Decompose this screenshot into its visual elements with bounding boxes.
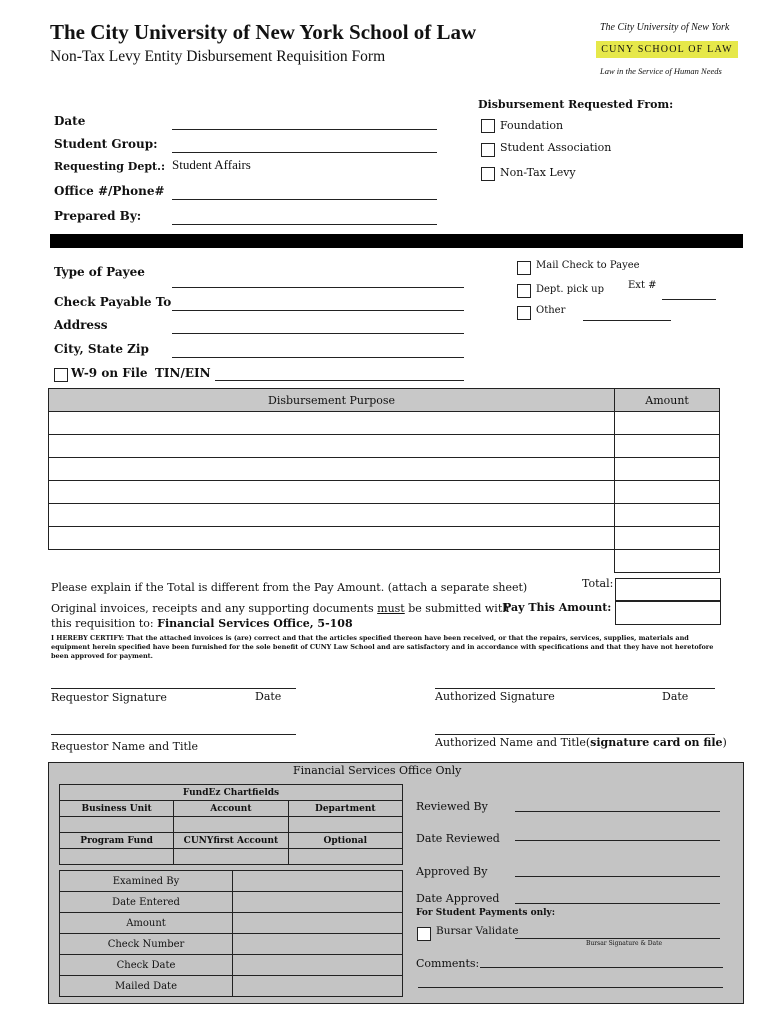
table-row bbox=[49, 527, 720, 550]
ext-field[interactable] bbox=[662, 299, 716, 300]
amount-cell[interactable] bbox=[615, 504, 720, 527]
date-entered-cell[interactable] bbox=[233, 892, 403, 913]
amount-cell[interactable] bbox=[615, 481, 720, 504]
pay-amount-label: Pay This Amount: bbox=[503, 601, 612, 614]
purpose-cell bbox=[49, 550, 615, 573]
table-row bbox=[60, 871, 403, 892]
ext-label: Ext # bbox=[628, 280, 657, 291]
cunyfirst-account-cell[interactable] bbox=[174, 849, 288, 865]
table-row bbox=[60, 913, 403, 934]
requestor-signature-label: Requestor Signature bbox=[51, 691, 167, 704]
date-entered-label: Date Entered bbox=[60, 892, 233, 913]
logo-tagline: Law in the Service of Human Needs bbox=[600, 66, 722, 76]
fundez-table bbox=[59, 784, 403, 865]
type-of-payee-field[interactable] bbox=[172, 287, 464, 288]
check-number-cell[interactable] bbox=[233, 934, 403, 955]
account-header: Account bbox=[174, 801, 288, 817]
purpose-cell[interactable] bbox=[49, 504, 615, 527]
mail-check-label: Mail Check to Payee bbox=[536, 260, 640, 271]
date-field[interactable] bbox=[172, 129, 437, 130]
purpose-cell[interactable] bbox=[49, 527, 615, 550]
student-association-checkbox[interactable] bbox=[481, 143, 495, 157]
cunyfirst-account-header: CUNYfirst Account bbox=[174, 833, 288, 849]
tin-ein-label: TIN/EIN bbox=[155, 366, 211, 380]
w9-checkbox[interactable] bbox=[54, 368, 68, 382]
dept-pickup-checkbox[interactable] bbox=[517, 284, 531, 298]
mailed-date-cell[interactable] bbox=[233, 976, 403, 997]
other-label: Other bbox=[536, 305, 566, 316]
amount-cell[interactable] bbox=[615, 550, 720, 573]
invoices-text-part1: Original invoices, receipts and any supporting documents bbox=[51, 602, 374, 615]
signature-card-text: signature card on file bbox=[590, 736, 723, 749]
bursar-signature-field[interactable] bbox=[515, 938, 720, 939]
explain-text: Please explain if the Total is different from the Pay Amount. (attach a separate sheet) bbox=[51, 581, 528, 594]
requesting-dept-value[interactable]: Student Affairs bbox=[172, 157, 251, 172]
date-reviewed-label: Date Reviewed bbox=[416, 832, 500, 845]
program-fund-header: Program Fund bbox=[60, 833, 174, 849]
purpose-cell[interactable] bbox=[49, 481, 615, 504]
logo-university-name: The City University of New York bbox=[600, 22, 730, 33]
table-row bbox=[49, 481, 720, 504]
requesting-dept-label: Requesting Dept.: bbox=[54, 160, 165, 173]
bursar-signature-label: Bursar Signature & Date bbox=[586, 940, 663, 947]
account-cell[interactable] bbox=[174, 817, 288, 833]
city-state-zip-field[interactable] bbox=[172, 357, 464, 358]
requisition-to: this requisition to: bbox=[51, 617, 154, 630]
optional-cell[interactable] bbox=[288, 849, 402, 865]
table-row bbox=[60, 955, 403, 976]
invoices-text-part2: be submitted with bbox=[408, 602, 510, 615]
dept-pickup-label: Dept. pick up bbox=[536, 284, 604, 295]
foundation-label: Foundation bbox=[500, 119, 564, 132]
bursar-validate-checkbox[interactable] bbox=[417, 927, 431, 941]
authorized-date-label: Date bbox=[662, 690, 689, 703]
address-field[interactable] bbox=[172, 333, 464, 334]
amount-cell[interactable] bbox=[615, 435, 720, 458]
invoices-text bbox=[51, 602, 509, 615]
program-fund-cell[interactable] bbox=[60, 849, 174, 865]
form-subtitle: Non-Tax Levy Entity Disbursement Requisition Form bbox=[50, 48, 386, 65]
amount-cell[interactable] bbox=[615, 458, 720, 481]
examined-by-label: Examined By bbox=[60, 871, 233, 892]
table-row bbox=[49, 412, 720, 435]
reviewed-by-label: Reviewed By bbox=[416, 800, 488, 813]
amount-header: Amount bbox=[615, 389, 720, 412]
requestor-date-label: Date bbox=[255, 690, 282, 703]
check-payable-field[interactable] bbox=[172, 310, 464, 311]
amount-label: Amount bbox=[60, 913, 233, 934]
prepared-by-field[interactable] bbox=[172, 224, 437, 225]
authorized-name-text: Authorized Name and Title( bbox=[435, 736, 591, 749]
disbursement-from-heading: Disbursement Requested From: bbox=[478, 98, 674, 111]
table-row bbox=[60, 934, 403, 955]
business-unit-header: Business Unit bbox=[60, 801, 174, 817]
financial-office-heading: Financial Services Office Only bbox=[293, 764, 462, 777]
amount-cell[interactable] bbox=[615, 527, 720, 550]
mailed-date-label: Mailed Date bbox=[60, 976, 233, 997]
table-row bbox=[60, 892, 403, 913]
purpose-cell[interactable] bbox=[49, 412, 615, 435]
student-payments-label: For Student Payments only: bbox=[416, 908, 556, 918]
bursar-validate-label: Bursar Validate bbox=[436, 925, 519, 937]
approved-by-field[interactable] bbox=[515, 876, 720, 877]
mail-check-checkbox[interactable] bbox=[517, 261, 531, 275]
date-reviewed-field[interactable] bbox=[515, 840, 720, 841]
comments-label: Comments: bbox=[416, 957, 480, 970]
tin-ein-field[interactable] bbox=[215, 380, 464, 381]
logo-school-badge: CUNY SCHOOL OF LAW bbox=[596, 41, 738, 58]
table-row bbox=[49, 458, 720, 481]
examined-by-cell[interactable] bbox=[233, 871, 403, 892]
student-group-label: Student Group: bbox=[54, 137, 158, 151]
office-phone-field[interactable] bbox=[172, 199, 437, 200]
pay-amount-field[interactable] bbox=[615, 601, 721, 625]
city-state-zip-label: City, State Zip bbox=[54, 342, 149, 356]
date-approved-field[interactable] bbox=[515, 903, 720, 904]
table-row bbox=[49, 504, 720, 527]
total-field[interactable] bbox=[615, 578, 721, 601]
approved-by-label: Approved By bbox=[416, 865, 488, 878]
w9-label: W-9 on File bbox=[71, 366, 148, 380]
table-row bbox=[60, 976, 403, 997]
check-date-label: Check Date bbox=[60, 955, 233, 976]
fundez-label: FundEz Chartfields bbox=[60, 785, 403, 801]
requisition-text bbox=[51, 617, 353, 630]
disbursement-purpose-table bbox=[48, 388, 720, 573]
non-tax-levy-label: Non-Tax Levy bbox=[500, 166, 576, 179]
amount-cell[interactable] bbox=[615, 412, 720, 435]
requestor-name-line[interactable] bbox=[51, 734, 296, 735]
student-association-label: Student Association bbox=[500, 141, 612, 154]
tracking-table bbox=[59, 870, 403, 997]
must-text: must bbox=[377, 602, 405, 615]
department-cell[interactable] bbox=[288, 817, 402, 833]
purpose-cell[interactable] bbox=[49, 458, 615, 481]
authorized-name-line[interactable] bbox=[435, 734, 715, 735]
purpose-cell[interactable] bbox=[49, 435, 615, 458]
business-unit-cell[interactable] bbox=[60, 817, 174, 833]
other-checkbox[interactable] bbox=[517, 306, 531, 320]
office-location: Financial Services Office, 5-108 bbox=[157, 617, 353, 630]
other-field[interactable] bbox=[583, 320, 671, 321]
close-paren: ) bbox=[722, 736, 727, 749]
student-group-field[interactable] bbox=[172, 152, 437, 153]
date-approved-label: Date Approved bbox=[416, 892, 500, 905]
authorized-signature-label: Authorized Signature bbox=[435, 690, 555, 703]
requestor-name-label: Requestor Name and Title bbox=[51, 740, 198, 753]
comments-field-line-2[interactable] bbox=[418, 987, 723, 988]
page-title: The City University of New York School of Law bbox=[50, 20, 477, 44]
total-label: Total: bbox=[582, 577, 614, 590]
non-tax-levy-checkbox[interactable] bbox=[481, 167, 495, 181]
table-row bbox=[49, 550, 720, 573]
reviewed-by-field[interactable] bbox=[515, 811, 720, 812]
office-phone-label: Office #/Phone# bbox=[54, 184, 165, 198]
check-payable-label: Check Payable To bbox=[54, 295, 172, 309]
prepared-by-label: Prepared By: bbox=[54, 209, 142, 223]
check-number-label: Check Number bbox=[60, 934, 233, 955]
check-date-cell[interactable] bbox=[233, 955, 403, 976]
address-label: Address bbox=[54, 318, 108, 332]
purpose-header: Disbursement Purpose bbox=[49, 389, 615, 412]
certify-text: I HEREBY CERTIFY: That the attached invoices is (are) correct and that the articles specified thereon have been received, or that the repairs, services, supplies, materials and equipment herein specified have been furnished for the sole benefit of CUNY Law School and are satisfactory and in accordance with specifications and that they have not heretofore been approved for payment. bbox=[51, 634, 714, 660]
foundation-checkbox[interactable] bbox=[481, 119, 495, 133]
type-of-payee-label: Type of Payee bbox=[54, 265, 145, 279]
authorized-name-label bbox=[435, 736, 727, 749]
optional-header: Optional bbox=[288, 833, 402, 849]
date-label: Date bbox=[54, 114, 86, 128]
amount-cell[interactable] bbox=[233, 913, 403, 934]
authorized-signature-line[interactable] bbox=[435, 688, 715, 689]
requestor-signature-line[interactable] bbox=[51, 688, 296, 689]
table-row bbox=[49, 435, 720, 458]
section-divider bbox=[50, 234, 743, 248]
department-header: Department bbox=[288, 801, 402, 817]
comments-field[interactable] bbox=[480, 967, 723, 968]
